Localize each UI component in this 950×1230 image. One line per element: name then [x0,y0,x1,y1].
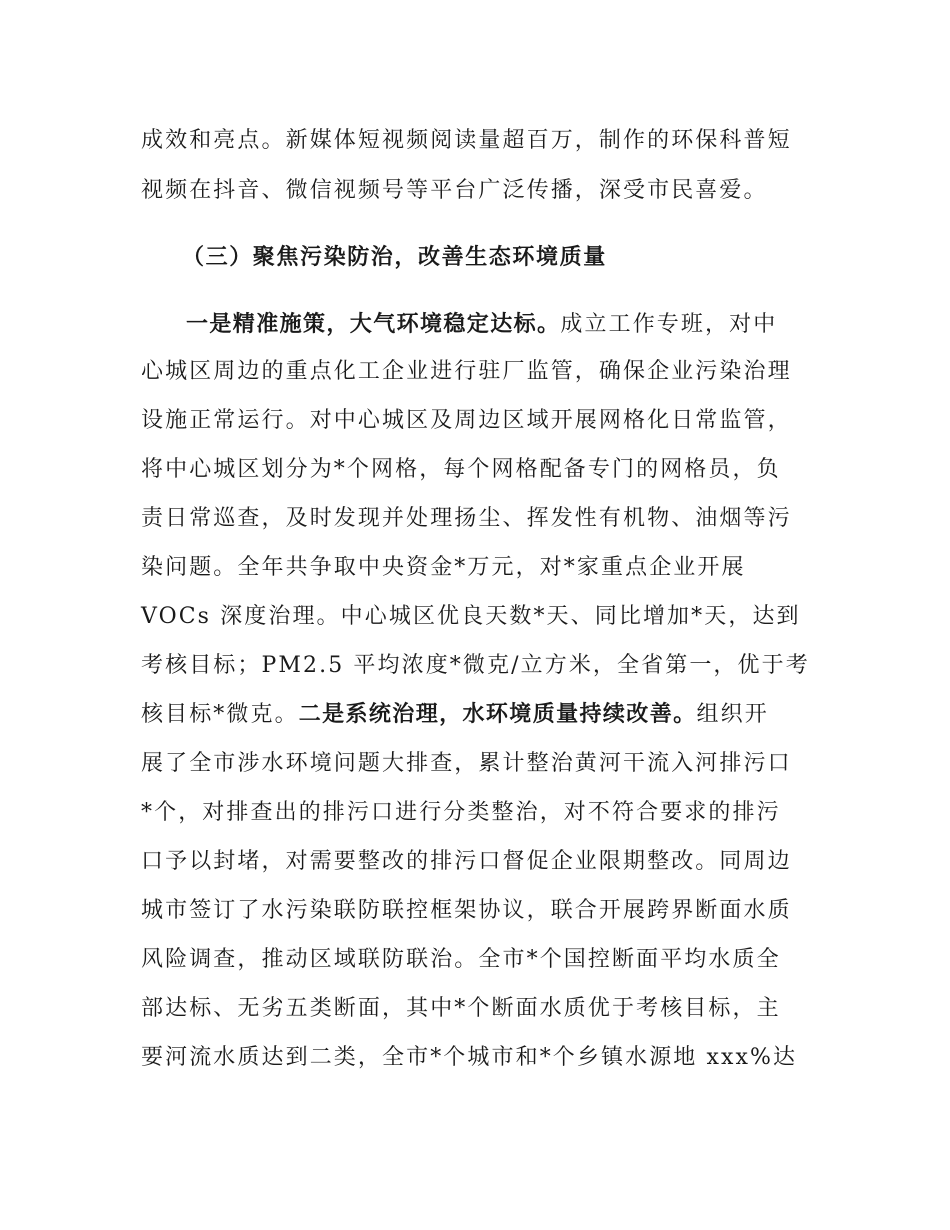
paragraph-2-line-9-end: 组织开 [696,702,769,727]
paragraph-2-line-2: 心城区周边的重点化工企业进行驻厂监管，确保企业污染治理 [141,359,792,384]
paragraph-2-line-9 [141,700,821,730]
paragraph-2-line-12: 口予以封堵，对需要整改的排污口督促企业限期整改。同周边 [141,849,792,874]
paragraph-2-line-4: 将中心城区划分为*个网格，每个网格配备专门的网格员，负 [141,457,781,482]
paragraph-2-line-14: 风险调查，推动区域联防联治。全市*个国控断面平均水质全 [141,947,781,972]
paragraph-1-line-2: 视频在抖音、微信视频号等平台广泛传播，深受市民喜爱。 [141,178,768,203]
paragraph-2-line-16: 要河流水质达到二类，全市*个城市和*个乡镇水源地 xxx%达 [141,1045,798,1070]
paragraph-2-line-7: VOCs 深度治理。中心城区优良天数*天、同比增加*天，达到 [141,604,801,629]
paragraph-2-line-9-start: 核目标*微克。 [141,702,299,727]
paragraph-2-line-8: 考核目标；PM2.5 平均浓度*微克/立方米，全省第一，优于考 [141,653,810,678]
subheading-air-environment: 一是精准施策，大气环境稳定达标。 [186,312,561,337]
section-heading: （三）聚焦污染防治，改善生态环境质量 [182,245,607,270]
paragraph-2-line-6: 染问题。全年共争取中央资金*万元，对*家重点企业开展 [141,555,746,580]
paragraph-2-line-3: 设施正常运行。对中心城区及周边区域开展网格化日常监管， [141,408,792,433]
paragraph-2-line-11: *个，对排查出的排污口进行分类整治，对不符合要求的排污 [141,800,781,825]
paragraph-2-line-5: 责日常巡查，及时发现并处理扬尘、挥发性有机物、油烟等污 [141,506,792,531]
paragraph-2-line-13: 城市签订了水污染联防联控框架协议，联合开展跨界断面水质 [141,898,792,923]
paragraph-2-line-15: 部达标、无劣五类断面，其中*个断面水质优于考核目标，主 [141,996,781,1021]
paragraph-2-line-10: 展了全市涉水环境问题大排查，累计整治黄河干流入河排污口 [141,751,792,776]
paragraph-1-line-1: 成效和亮点。新媒体短视频阅读量超百万，制作的环保科普短 [141,128,792,153]
paragraph-2-line-1 [186,310,866,340]
subheading-water-environment: 二是系统治理，水环境质量持续改善。 [298,702,697,727]
paragraph-2-line-1-text: 成立工作专班，对中 [560,312,778,337]
